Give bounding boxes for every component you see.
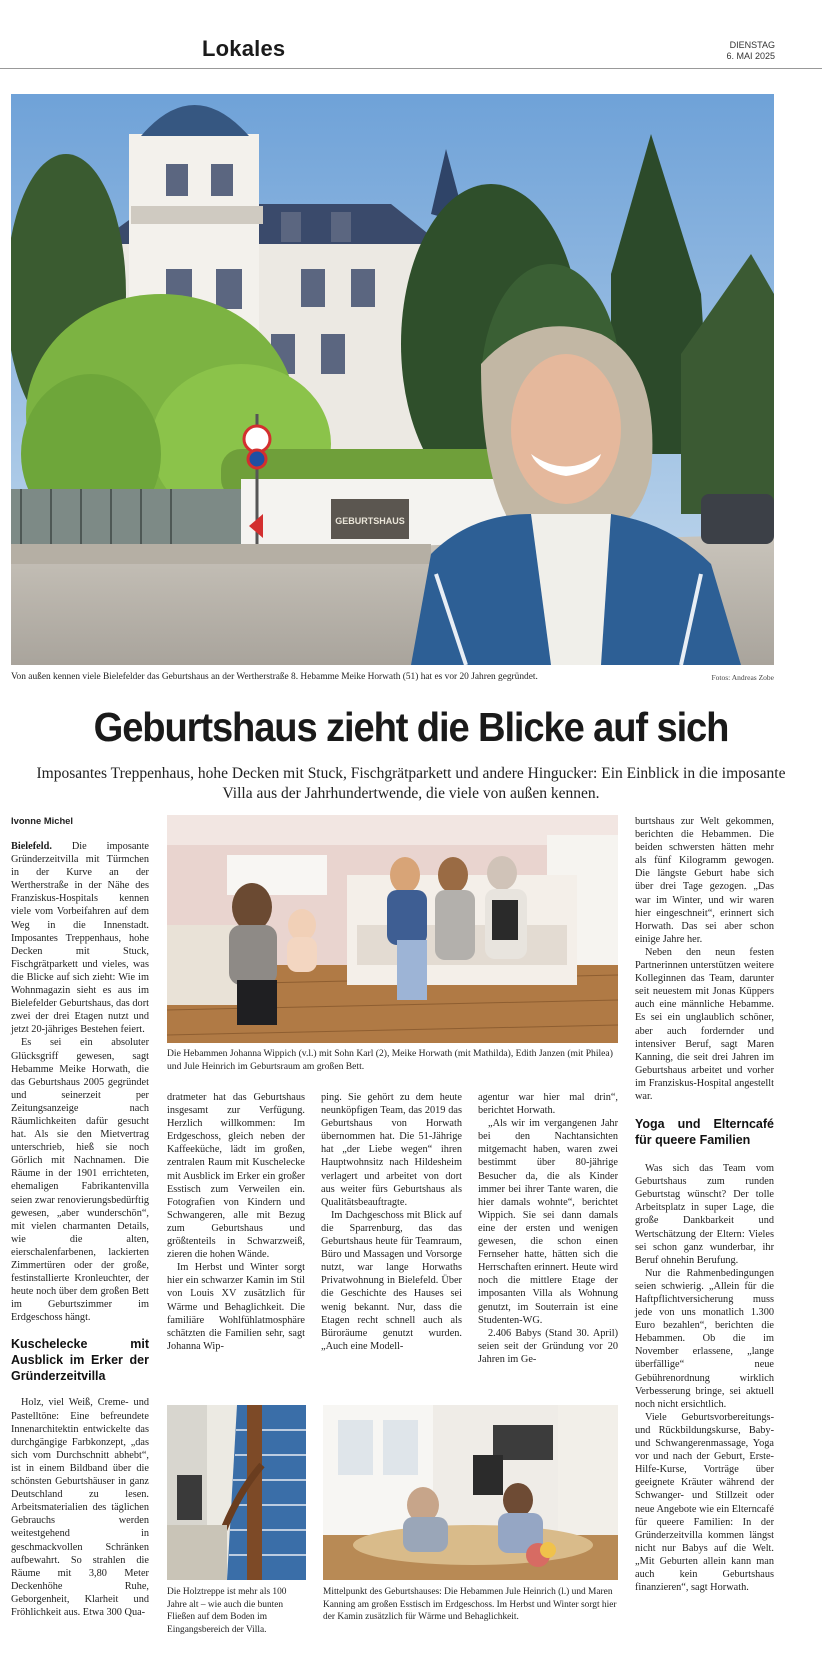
column-4 <box>478 1091 618 1366</box>
article-subhead: Imposantes Treppenhaus, hohe Decken mit Stuck, Fischgrätparkett und andere Hingucker: Ein Einblick in die imposante Villa aus der Jahrhundertwende, die viele von außen kennen. <box>36 765 786 802</box>
dining-photo <box>323 1405 618 1580</box>
dining-caption: Mittelpunkt des Geburtshauses: Die Hebammen Jule Heinrich (l.) und Maren Kanning am großen Esstisch im Erdgeschoss. Im Herbst und Winter sorgt hier der Kamin zusätzlich für Wärme und Behaglichkeit. <box>323 1587 617 1622</box>
paragraph: Neben den neun festen Partnerinnen unterstützen weitere Kolleginnen das Team, darunter seit neuestem mit Jonas Küppers auch eine männliche Hebamme. Es sei ein unglaublich schöner, aber auch fordernder und intensiver Beruf, sagt Maren Kanning, die seit drei Jahren im Geburtshaus arbeitet und vorher im Franziskus-Hospital angestellt war. <box>635 946 774 1102</box>
issue-date-text: 6. MAI 2025 <box>726 51 775 61</box>
paragraph: Es sei ein absoluter Glücksgriff gewesen, sagt Hebamme Meike Horwath, die das Geburtshaus 2005 gegründet und seinerzeit per Zeitungsanzeige nach Räumlichkeiten dafür gesucht hat. Als sie den Mietvertrag unterschrieb, hieß sie noch Görlich mit Nachnamen. Die Räume in der 1901 errichteten, ehemaligen Fabrikantenvilla seien zwar renovierungsbedürftig gewesen, „aber wunderschön“, mit vielen charmanten Details, wie die alten, eierschalenfarbenen, lackierten Zimmertüren oder der große, festinstallierte Kronleuchter, der heute noch über dem großen Bett im Geburtszimmer im Erdgeschoss hängt. <box>11 1037 149 1324</box>
photo-credit: Fotos: Andreas Zobe <box>711 673 774 682</box>
hero-caption: Von außen kennen viele Bielefelder das Geburtshaus an der Wertherstraße 8. Hebamme Meike Horwath (51) hat es vor 20 Jahren gegründet. <box>11 672 538 682</box>
paragraph: „Als wir im vergangenen Jahr bei den Nachtansichten mitgemacht haben, waren zwei bestimmt über 80-jährige Besucher da, die als Kinder immer bei ihrer Tante waren, die hier damals wohnte“, berichtet Wippich. Sie sei dann damals eine der ersten und wenigen gewesen, die schon einen Fernseher hatte, hätten sich die Herrschaften erinnert. Heute wird noch die mittlere Etage der imposanten Villa als Wohnung genutzt, im Souterrain ist eine Studenten-WG. <box>478 1118 618 1326</box>
issue-date <box>726 40 775 62</box>
crosshead: Kuschelecke mit Ausblick im Erker der Gründerzeitvilla <box>11 1337 149 1384</box>
paragraph: Holz, viel Weiß, Creme- und Pastelltöne: Eine befreundete Innenarchitektin entwickelte das durchgängige Farbkonzept, „das sich vom Durchschnitt abhebt“, ist in einem Bildband über die schönsten Geburtshäuser in ganz Deutschland zu lesen. Arbeitsmaterialien des täglichen Gebrauchs werden weitestgehend in geschmackvollen Schränken aufbewahrt. So strahlen die Räume mit 3,80 Meter Deckenhöhe Ruhe, Geborgenheit, Klarheit und Fröhlichkeit aus. Etwa 300 Qua- <box>11 1397 149 1618</box>
paragraph: Im Dachgeschoss mit Blick auf die Sparrenburg, das das Geburtshaus heute für Teamraum, Büro und Massagen und Vorsorge nutzt, war lange Horwaths Privatwohnung in Bielefeld. Über die Geschichte des Hauses sei wenig bekannt. Nur, dass die Etagen recht schnell auch als Büroräume genutzt wurden. „Auch eine Modell- <box>321 1209 462 1352</box>
paragraph: Nur die Rahmenbedingungen seien schwierig. „Allein für die Haftpflichtversicherung muss jede von uns monatlich 1.300 Euro bezahlen“, berichten die Hebammen. Ob die im November erlassene, „lange überfällige“ neue Gebührenordnung wirklich Verbesserung bringe, sei aktuell noch nicht ersichtlich. <box>635 1267 774 1410</box>
geburtshaus-sign-text: GEBURTSHAUS <box>335 516 405 526</box>
paragraph: dratmeter hat das Geburtshaus insgesamt zur Verfügung. Herzlich willkommen: Im Erdgeschoss, gleich neben der Kaffeeküche, lädt im großen, zentralen Raum mit Kuschelecke mit Ausblick im Erker ein großer Esstisch zum Verweilen ein. Fotografien von Kindern und Schwangeren, alle mit Bezug zum Geburtshaus und größtenteils in Schwarzweiß, zieren die hohen Wände. <box>167 1092 305 1261</box>
column-2 <box>167 1091 305 1353</box>
column-5 <box>635 815 774 1594</box>
paragraph: burtshaus zur Welt gekommen, berichten die Hebammen. Die beiden schwersten hätten mehr als fünf Kilogramm gewogen. Die längste Geburt habe sich über drei Tage gezogen. „Das war im Winter, und wir waren hier eingeschneit“, erinnert sich Horwath. Das sei aber schon einige Jahre her. <box>635 816 774 945</box>
hero-photo <box>11 94 774 665</box>
crosshead: Yoga und Elterncafé für queere Familien <box>635 1117 774 1148</box>
paragraph-text: Die imposante Gründerzeitvilla mit Türmchen in der Kurve an der Wertherstraße in der Nähe des Franziskus-Hospitals kennen viele vom Vorbeifahren auf dem Weg in die Innenstadt. Imposantes Treppenhaus, hohe Decken mit Stuck, Fischgrätparkett und vieles, was die Blicke auf sich zieht: Wie im Wohnmagazin sieht es aus im Bielefelder Geburtshaus, das dort zwei der drei Etagen nutzt und jetzt 20-jähriges Bestehen feiert. <box>11 841 149 1036</box>
section-title: Lokales <box>202 36 286 61</box>
paragraph: Im Herbst und Winter sorgt hier ein schwarzer Kamin im Stil von Louis XV zusätzlich für Wärme und Behaglichkeit. Die familiäre Wohlfühlatmosphäre schätzten die Familien sehr, sagt Johanna Wip- <box>167 1262 305 1352</box>
column-1 <box>11 840 149 1619</box>
paragraph: 2.406 Babys (Stand 30. April) seien seit der Gründung vor 20 Jahren im Ge- <box>478 1327 618 1365</box>
author-byline: Ivonne Michel <box>11 815 73 826</box>
paragraph <box>11 840 149 1036</box>
staircase-photo <box>167 1405 306 1580</box>
paragraph: ping. Sie gehört zu dem heute neunköpfigen Team, das 2019 das Geburtshaus von Horwath übernommen hat. Die 51-Jährige hat „der Liebe wegen“ ihren Hauptwohnsitz nach Hildesheim verlagert und arbeitet von dort aus weiter fürs Geburtshaus als Qualitätsbeauftragte. <box>321 1092 462 1208</box>
article-headline: Geburtshaus zieht die Blicke auf sich <box>93 704 729 750</box>
paragraph: Was sich das Team vom Geburtshaus zum runden Geburtstag wünscht? Der tolle Arbeitsplatz in super Lage, die große Dankbarkeit und Wertschätzung der Eltern: Vieles sei schon ganz wunderbar, ihr Beruf ohnehin Berufung. <box>635 1163 774 1266</box>
paragraph: Viele Geburtsvorbereitungs- und Rückbildungskurse, Baby- und Schwangerenmassage, Yoga vor und nach der Geburt, Erste-Hilfe-Kurse, Vorträge über geeignete Kräuter während der Schwanger- und Stillzeit oder neue Angebote wie ein Elterncafé für queere Familien: In der Gründerzeitvilla kommen längst nicht nur Babys auf die Welt. „Mit Geburten allein kann man auch kein Geburtshaus finanzieren“, sagt Horwath. <box>635 1411 774 1594</box>
column-3 <box>321 1091 462 1353</box>
staircase-caption: Die Holztreppe ist mehr als 100 Jahre alt – wie auch die bunten Fließen auf dem Boden im Eingangsbereich der Villa. <box>167 1587 287 1635</box>
group-photo-caption: Die Hebammen Johanna Wippich (v.l.) mit Sohn Karl (2), Meike Horwath (mit Mathilda), Edith Janzen (mit Philea) und Jule Heinrich im Geburtsraum am großen Bett. <box>167 1048 613 1072</box>
paragraph: agentur war hier mal drin“, berichtet Horwath. <box>478 1092 618 1117</box>
issue-day: DIENSTAG <box>729 40 775 50</box>
dateline: Bielefeld. <box>11 841 52 852</box>
header-rule <box>0 68 822 69</box>
group-photo <box>167 815 618 1043</box>
